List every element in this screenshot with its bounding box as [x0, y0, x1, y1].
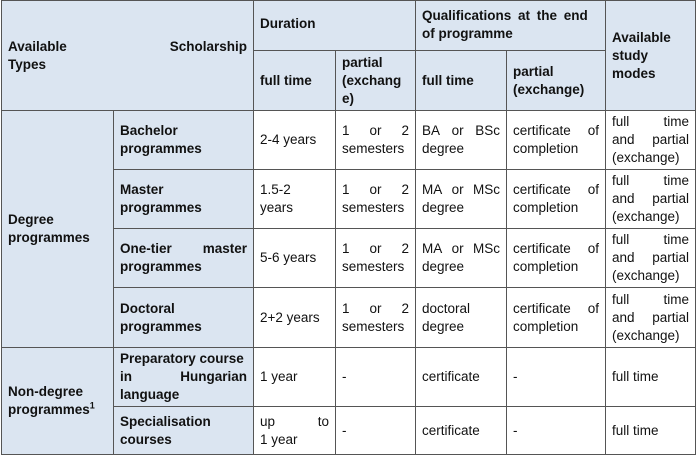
qualification-partial-word: of — [587, 182, 599, 197]
programme-name-line2: programmes — [120, 259, 202, 274]
qualification-partial-line2: completion — [513, 200, 579, 215]
qualification-partial — [507, 111, 606, 170]
header-duration-full-time-label: full time — [260, 72, 312, 88]
qualification-full-time — [416, 229, 507, 288]
duration-partial-word: or — [369, 123, 382, 138]
qualification-partial — [507, 348, 606, 407]
duration-partial-value: - — [342, 422, 347, 438]
qualification-partial-line2: completion — [513, 141, 579, 156]
header-qual-full-time-label: full time — [422, 72, 474, 88]
programme-name-line1: Specialisation — [120, 413, 211, 429]
duration-full-time-value: 2-4 years — [260, 132, 317, 147]
duration-partial-word: 1 — [342, 123, 350, 138]
study-modes — [606, 288, 696, 348]
study-mode-word: time — [663, 291, 689, 307]
qualification-full-time — [416, 348, 507, 407]
duration-full-time — [254, 348, 336, 407]
qualification-full-time — [416, 288, 507, 348]
duration-partial — [336, 170, 416, 229]
duration-partial-word: or — [369, 241, 382, 256]
duration-partial-word: 2 — [401, 241, 409, 256]
table-row — [2, 348, 696, 407]
qualification-partial-word: of — [587, 123, 599, 138]
qualification-full-time — [416, 170, 507, 229]
duration-full-time — [254, 407, 336, 455]
header-qualifications-line1: Qualifications at the end — [422, 8, 588, 23]
duration-partial-word: or — [369, 300, 382, 316]
qualification-word: MSc — [472, 182, 500, 197]
qualification-value: certificate — [422, 422, 480, 438]
qualification-full-time — [416, 111, 507, 170]
table-row — [2, 111, 696, 170]
study-mode-word: and — [612, 191, 635, 206]
duration-partial-word: 1 — [342, 241, 350, 256]
study-modes — [606, 170, 696, 229]
study-mode-value: full time — [612, 369, 659, 384]
qualification-partial-line2: completion — [513, 259, 579, 274]
header-scholarship-label: Scholarship — [169, 38, 247, 54]
duration-partial-word: 2 — [401, 300, 409, 316]
duration-partial — [336, 111, 416, 170]
qualification-partial-word: certificate — [513, 123, 571, 138]
study-modes — [606, 229, 696, 288]
qualification-full-time — [416, 407, 507, 455]
qualification-word: or — [451, 241, 464, 256]
qualification-word: MSc — [472, 241, 500, 256]
study-mode-value: full time — [612, 422, 659, 438]
duration-partial-line2: semesters — [342, 318, 405, 334]
duration-partial-line2: semesters — [342, 200, 405, 215]
study-mode-word: partial — [652, 250, 689, 265]
header-study-modes-line3: modes — [612, 65, 656, 81]
study-mode-word: partial — [652, 191, 689, 206]
qualification-word: MA — [422, 241, 443, 256]
qualification-word: or — [451, 123, 464, 138]
header-available-label: Available — [8, 38, 67, 54]
duration-partial-word: 2 — [401, 123, 409, 138]
qualification-partial-word: certificate — [513, 300, 571, 316]
header-qual-full-time — [416, 51, 507, 111]
duration-partial — [336, 229, 416, 288]
qualification-partial — [507, 407, 606, 455]
study-mode-line3: (exchange) — [612, 268, 680, 283]
header-study-modes-line1: Available — [612, 29, 671, 45]
qualification-partial-word: of — [587, 300, 599, 316]
programme-name-line2: programmes — [120, 141, 202, 156]
study-mode-word: and — [612, 309, 635, 325]
programmes-table — [1, 0, 696, 455]
programme-name-word: master — [202, 241, 247, 256]
study-mode-word: time — [663, 114, 689, 129]
study-mode-line3: (exchange) — [612, 327, 680, 343]
duration-partial-word: or — [369, 182, 382, 197]
header-duration-partial-line1: partial — [342, 54, 383, 70]
programme-name-line2: courses — [120, 431, 172, 447]
duration-partial — [336, 288, 416, 348]
qualification-partial-value: - — [513, 369, 518, 384]
duration-full-time-word: up — [260, 413, 276, 429]
header-duration-partial — [336, 51, 416, 111]
duration-partial-word: 1 — [342, 182, 350, 197]
programme-name — [114, 170, 254, 229]
qualification-partial — [507, 229, 606, 288]
programme-name-word: Hungarian — [180, 369, 247, 384]
group-non-degree-line1: Non-degree — [8, 384, 84, 399]
programme-name-line1: Preparatory course — [120, 351, 244, 366]
qualification-word: BSc — [475, 123, 500, 138]
qualification-value: certificate — [422, 369, 480, 384]
duration-partial — [336, 407, 416, 455]
duration-full-time-value: 5-6 years — [260, 250, 317, 265]
group-degree-programmes — [2, 111, 114, 348]
study-mode-word: partial — [652, 132, 689, 147]
group-degree-line1: Degree — [8, 212, 54, 227]
duration-full-time-line1: 1.5-2 — [260, 182, 291, 197]
group-degree-line2: programmes — [8, 230, 90, 245]
programme-name-line2: programmes — [120, 318, 202, 334]
study-mode-word: full — [612, 232, 630, 247]
study-mode-word: and — [612, 132, 635, 147]
header-duration-partial-line2: (exchang — [342, 72, 402, 88]
programme-name-line1: Master — [120, 182, 164, 197]
qualification-line2: degree — [422, 141, 465, 156]
header-duration-partial-line3: e) — [342, 90, 355, 106]
group-non-degree-line2: programmes — [8, 402, 90, 417]
study-modes — [606, 407, 696, 455]
programme-name — [114, 407, 254, 455]
duration-full-time-line2: years — [260, 200, 294, 215]
study-mode-line3: (exchange) — [612, 209, 680, 224]
study-modes — [606, 111, 696, 170]
duration-partial-word: 2 — [401, 182, 409, 197]
study-mode-line3: (exchange) — [612, 150, 680, 165]
programme-name-line2: programmes — [120, 200, 202, 215]
programme-name-word: in — [120, 369, 132, 384]
duration-full-time — [254, 229, 336, 288]
header-qual-partial — [507, 51, 606, 111]
header-qual-partial-line2: (exchange) — [513, 81, 585, 97]
header-duration — [254, 1, 416, 51]
study-mode-word: time — [663, 173, 689, 188]
study-mode-word: and — [612, 250, 635, 265]
qualification-line2: degree — [422, 259, 465, 274]
study-mode-word: full — [612, 114, 630, 129]
duration-full-time — [254, 170, 336, 229]
duration-partial-line2: semesters — [342, 259, 405, 274]
group-non-degree-programmes — [2, 348, 114, 455]
duration-full-time-word: to — [317, 413, 329, 429]
duration-partial — [336, 348, 416, 407]
qualification-word: or — [451, 182, 464, 197]
header-study-modes — [606, 1, 696, 111]
header-types-label: Types — [8, 56, 47, 72]
duration-full-time — [254, 288, 336, 348]
duration-partial-line2: semesters — [342, 141, 405, 156]
qualification-line2: degree — [422, 200, 465, 215]
header-scholarship-types — [2, 1, 254, 111]
programme-name-word: One-tier — [120, 241, 172, 256]
qualification-word: MA — [422, 182, 443, 197]
qualification-partial-line2: completion — [513, 318, 579, 334]
duration-full-time-value: 1 year — [260, 369, 298, 384]
qualification-partial-word: certificate — [513, 182, 571, 197]
footnote-marker: 1 — [89, 400, 95, 411]
programme-name-line1: Bachelor — [120, 123, 178, 138]
study-mode-word: time — [663, 232, 689, 247]
study-mode-word: partial — [652, 309, 689, 325]
programme-name — [114, 229, 254, 288]
programme-name-line3: language — [120, 387, 180, 402]
qualification-word: BA — [422, 123, 441, 138]
header-duration-full-time — [254, 51, 336, 111]
qualification-partial-value: - — [513, 422, 518, 438]
study-modes — [606, 348, 696, 407]
qualification-partial-word: certificate — [513, 241, 571, 256]
duration-full-time-line2: 1 year — [260, 431, 298, 447]
programme-name-line1: Doctoral — [120, 300, 175, 316]
qualification-line1: doctoral — [422, 300, 471, 316]
qualification-partial — [507, 170, 606, 229]
duration-full-time-value: 2+2 years — [260, 309, 320, 325]
programme-name — [114, 348, 254, 407]
duration-partial-word: 1 — [342, 300, 350, 316]
programme-name — [114, 288, 254, 348]
duration-full-time — [254, 111, 336, 170]
header-qual-partial-line1: partial — [513, 63, 554, 79]
study-mode-word: full — [612, 291, 630, 307]
qualification-partial-word: of — [587, 241, 599, 256]
qualification-line2: degree — [422, 318, 465, 334]
header-study-modes-line2: study — [612, 47, 649, 63]
study-mode-word: full — [612, 173, 630, 188]
duration-partial-value: - — [342, 369, 347, 384]
programme-name — [114, 111, 254, 170]
header-duration-label: Duration — [260, 16, 316, 31]
qualification-partial — [507, 288, 606, 348]
header-qualifications — [416, 1, 606, 51]
header-qualifications-line2: of programme — [422, 26, 513, 41]
